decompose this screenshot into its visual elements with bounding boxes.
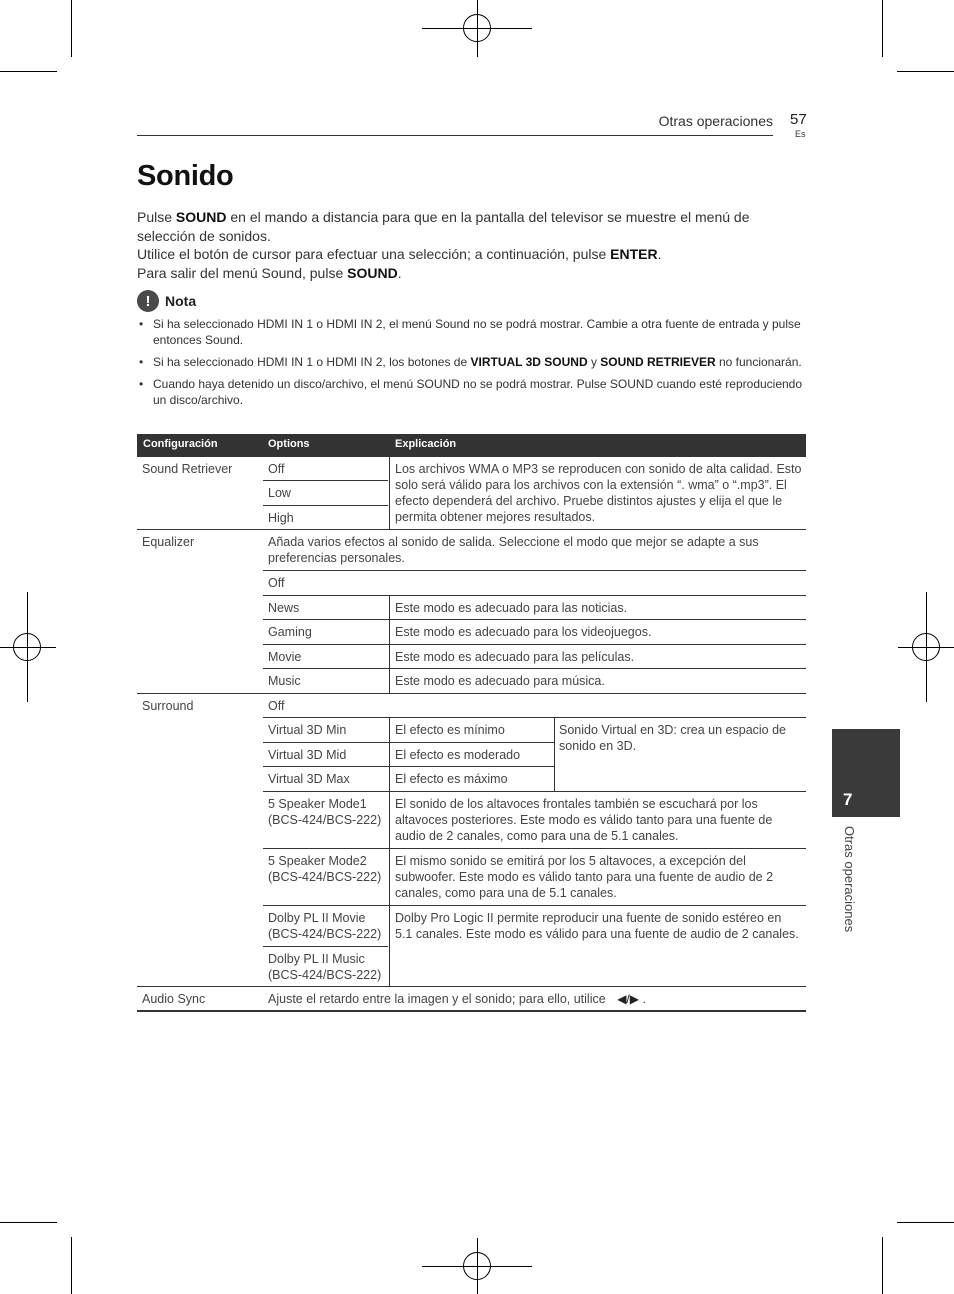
crop-mark [882,0,883,57]
chapter-title: Otras operaciones [842,826,857,933]
registration-mark [912,633,940,661]
note-item: • Cuando haya detenido un disco/archivo, el menú SOUND no se podrá mostrar. Pulse SOUND cuando esté reproduciendo un disco/archivo. [137,376,807,408]
crop-mark [897,71,954,72]
option: Movie [268,650,302,664]
note-list [137,316,807,414]
option: Music [268,674,301,688]
column-header: Options [268,438,310,450]
row-divider [263,480,388,481]
option: Dolby PL II Music (BCS-424/BCS-222) [268,952,382,982]
column-divider [389,457,390,529]
page-title: Sonido [137,160,234,192]
crop-mark [897,1222,954,1223]
intro-line-3: Para salir del menú Sound, pulse SOUND. [137,264,402,281]
row-divider [263,570,806,571]
crop-mark [0,71,57,72]
row-divider [137,693,806,694]
registration-mark [463,14,491,42]
option: Off [268,576,285,590]
row-divider [263,619,806,620]
explanation: Los archivos WMA o MP3 se reproducen con sonido de alta calidad. Esto solo será válido para los archivos con la extensión “. wma” o “.mp3”. El efecto dependerá del archivo. Pruebe distintos ajustes y elija el que le permita obtener mejores resultados. [395,462,802,524]
setting-description: Ajuste el retardo entre la imagen y el sonido; para ello, utilice ◀/▶ . [268,992,646,1006]
explanation: Este modo es adecuado para las noticias. [395,601,628,615]
crop-mark [882,1237,883,1294]
setting-description: Añada varios efectos al sonido de salida. Seleccione el modo que mejor se adapte a sus preferencias personales. [268,535,759,565]
column-header: Explicación [395,438,457,450]
explanation: El efecto es mínimo [395,723,505,737]
intro-line-1: Pulse SOUND en el mando a distancia para que en la pantalla del televisor se muestre el menú de selección de sonidos. [137,209,750,244]
crop-mark [71,0,72,57]
virtual-note: Sonido Virtual en 3D: crea un espacio de sonido en 3D. [559,723,787,753]
explanation: Este modo es adecuado para los videojuegos. [395,625,652,639]
sound-settings-table [137,434,806,1012]
registration-mark [13,633,41,661]
page-language: Es [795,129,806,139]
chapter-number: 7 [843,790,853,809]
explanation: El mismo sonido se emitirá por los 5 altavoces, a excepción del subwoofer. Este modo es válido tanto para una fuente de audio de 2 canales, como para una de 5.1 canales. [395,854,774,900]
row-divider [263,848,806,849]
row-divider [137,986,806,987]
registration-mark [463,1252,491,1280]
column-header: Configuración [143,438,218,450]
setting-name: Audio Sync [142,992,206,1006]
table-bottom-rule [137,1010,806,1012]
explanation: El efecto es máximo [395,772,508,786]
column-divider [389,595,390,693]
row-divider [263,742,554,743]
explanation: El efecto es moderado [395,748,521,762]
header-rule [137,135,773,136]
header-section: Otras operaciones [658,113,773,129]
row-divider [263,905,806,906]
option: Gaming [268,625,312,639]
row-divider [263,946,388,947]
note-item: • Si ha seleccionado HDMI IN 1 o HDMI IN 2, el menú Sound no se podrá mostrar. Cambie a otra fuente de entrada y pulse entonces Sound. [137,316,807,348]
row-divider [137,529,806,530]
explanation: El sonido de los altavoces frontales también se escuchará por los altavoces posteriores. Este modo es válido tanto para una fuente de audio de 2 canales, como para una de 5.1 canales. [395,797,773,843]
option: 5 Speaker Mode2 (BCS-424/BCS-222) [268,854,382,884]
intro-text [137,208,807,282]
note-heading [137,290,196,312]
row-divider [263,644,806,645]
row-divider [263,668,806,669]
row-divider [263,766,554,767]
column-divider [554,717,555,791]
table-header [137,434,806,457]
intro-line-2: Utilice el botón de cursor para efectuar una selección; a continuación, pulse ENTER. [137,246,662,262]
option: High [268,511,294,525]
explanation: Dolby Pro Logic II permite reproducir una fuente de sonido estéreo en 5.1 canales. Este modo es válido para una fuente de audio de 2 canales. [395,911,799,941]
option: Dolby PL II Movie (BCS-424/BCS-222) [268,911,382,941]
setting-name: Surround [142,699,194,713]
option: Low [268,486,291,500]
row-divider [263,505,388,506]
option: Off [268,699,285,713]
note-item: • Si ha seleccionado HDMI IN 1 o HDMI IN 2, los botones de VIRTUAL 3D SOUND y SOUND RETRIEVER no funcionarán. [137,354,807,370]
page-number: 57 [790,111,807,128]
crop-mark [71,1237,72,1294]
option: 5 Speaker Mode1 (BCS-424/BCS-222) [268,797,382,827]
row-divider [263,717,806,718]
setting-name: Equalizer [142,535,195,549]
setting-name: Sound Retriever [142,462,233,476]
option: Off [268,462,285,476]
option: News [268,601,300,615]
option: Virtual 3D Mid [268,748,347,762]
row-divider [263,595,806,596]
exclamation-icon: ! [137,290,159,312]
option: Virtual 3D Min [268,723,347,737]
crop-mark [0,1222,57,1223]
option: Virtual 3D Max [268,772,350,786]
note-label: Nota [165,293,197,309]
column-divider [389,717,390,986]
left-right-arrow-icon: ◀/▶ [617,992,639,1006]
explanation: Este modo es adecuado para música. [395,674,605,688]
explanation: Este modo es adecuado para las películas. [395,650,635,664]
row-divider [263,791,806,792]
